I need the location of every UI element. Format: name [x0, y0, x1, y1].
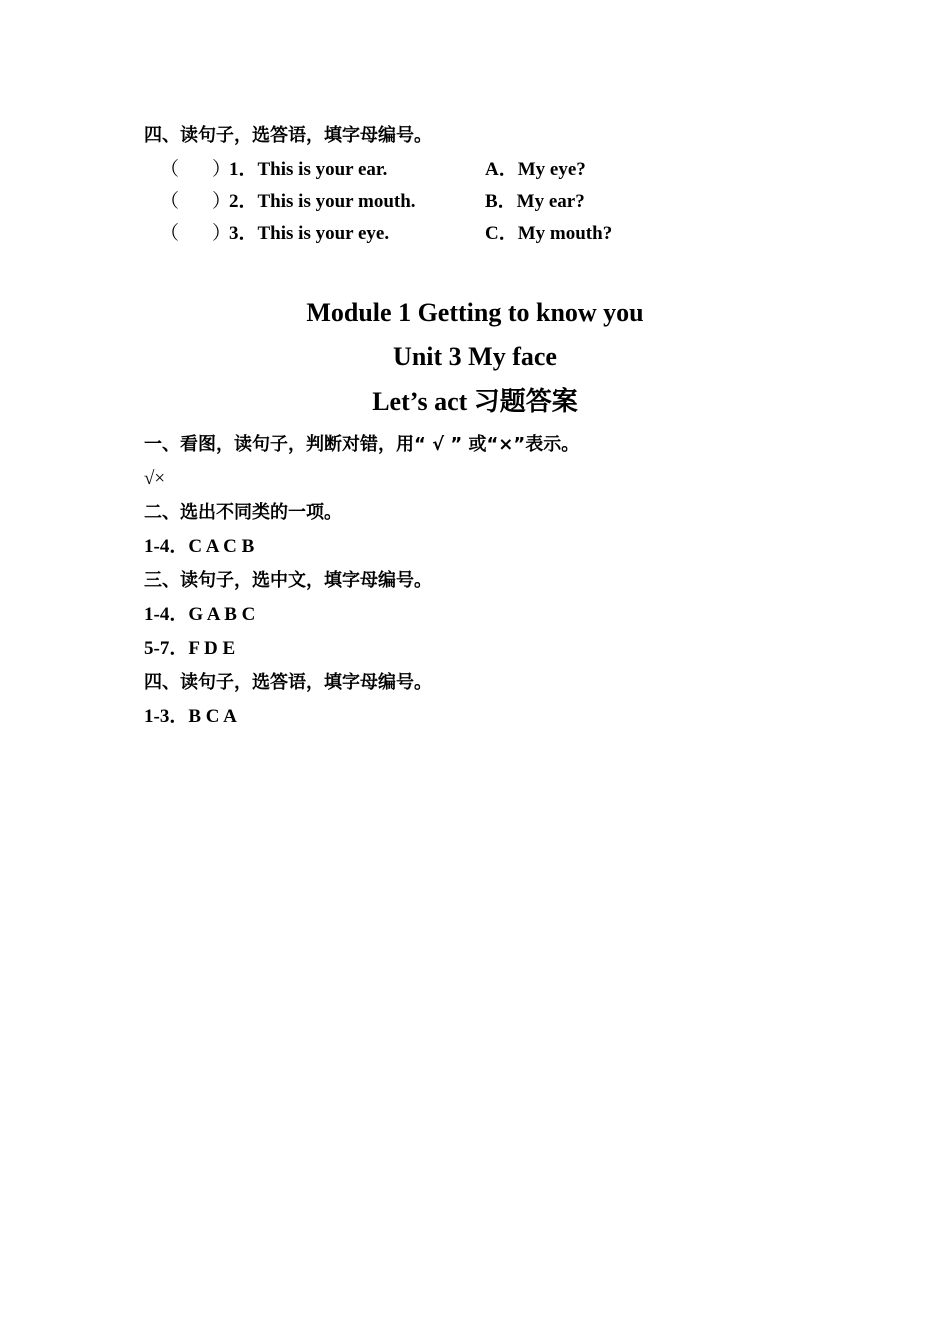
answer-blank-close: ）: [212, 223, 232, 244]
module-title: Module 1 Getting to know you: [306, 298, 644, 327]
question-row-3: [160, 222, 760, 246]
answer-option: C．My mouth?: [485, 223, 613, 244]
question-text: 2．This is your mouth.: [229, 191, 416, 212]
question-row-2: [160, 190, 760, 214]
answer-blank-open: （: [160, 159, 180, 180]
unit-title: Unit 3 My face: [393, 342, 557, 371]
answers-section4-answer: 1-3．B C A: [144, 706, 237, 727]
answer-option: B．My ear?: [485, 191, 585, 212]
answers-section2-heading: 二、选出不同类的一项。: [144, 502, 342, 523]
answers-section3-answer-b: 5-7．F D E: [144, 638, 236, 659]
answers-section3-heading: 三、读句子，选中文，填字母编号。: [144, 570, 432, 591]
question-text: 1．This is your ear.: [229, 159, 388, 180]
answer-blank-close: ）: [212, 191, 232, 212]
answers-section2-answer: 1-4．C A C B: [144, 536, 255, 557]
lesson-title: Let’s act 习题答案: [372, 387, 578, 416]
answers-section1-answer: √×: [144, 468, 166, 489]
answers-section4-heading: 四、读句子，选答语，填字母编号。: [144, 672, 432, 693]
answers-section1-heading: 一、看图，读句子，判断对错，用“ √ ” 或“×”表示。: [144, 434, 580, 455]
question-row-1: [160, 158, 760, 182]
section4-heading: 四、读句子，选答语，填字母编号。: [144, 125, 432, 146]
answer-blank-open: （: [160, 191, 180, 212]
answer-blank-open: （: [160, 223, 180, 244]
answer-option: A．My eye?: [485, 159, 586, 180]
answer-blank-close: ）: [212, 159, 232, 180]
answers-section3-answer-a: 1-4．G A B C: [144, 604, 256, 625]
question-text: 3．This is your eye.: [229, 223, 390, 244]
